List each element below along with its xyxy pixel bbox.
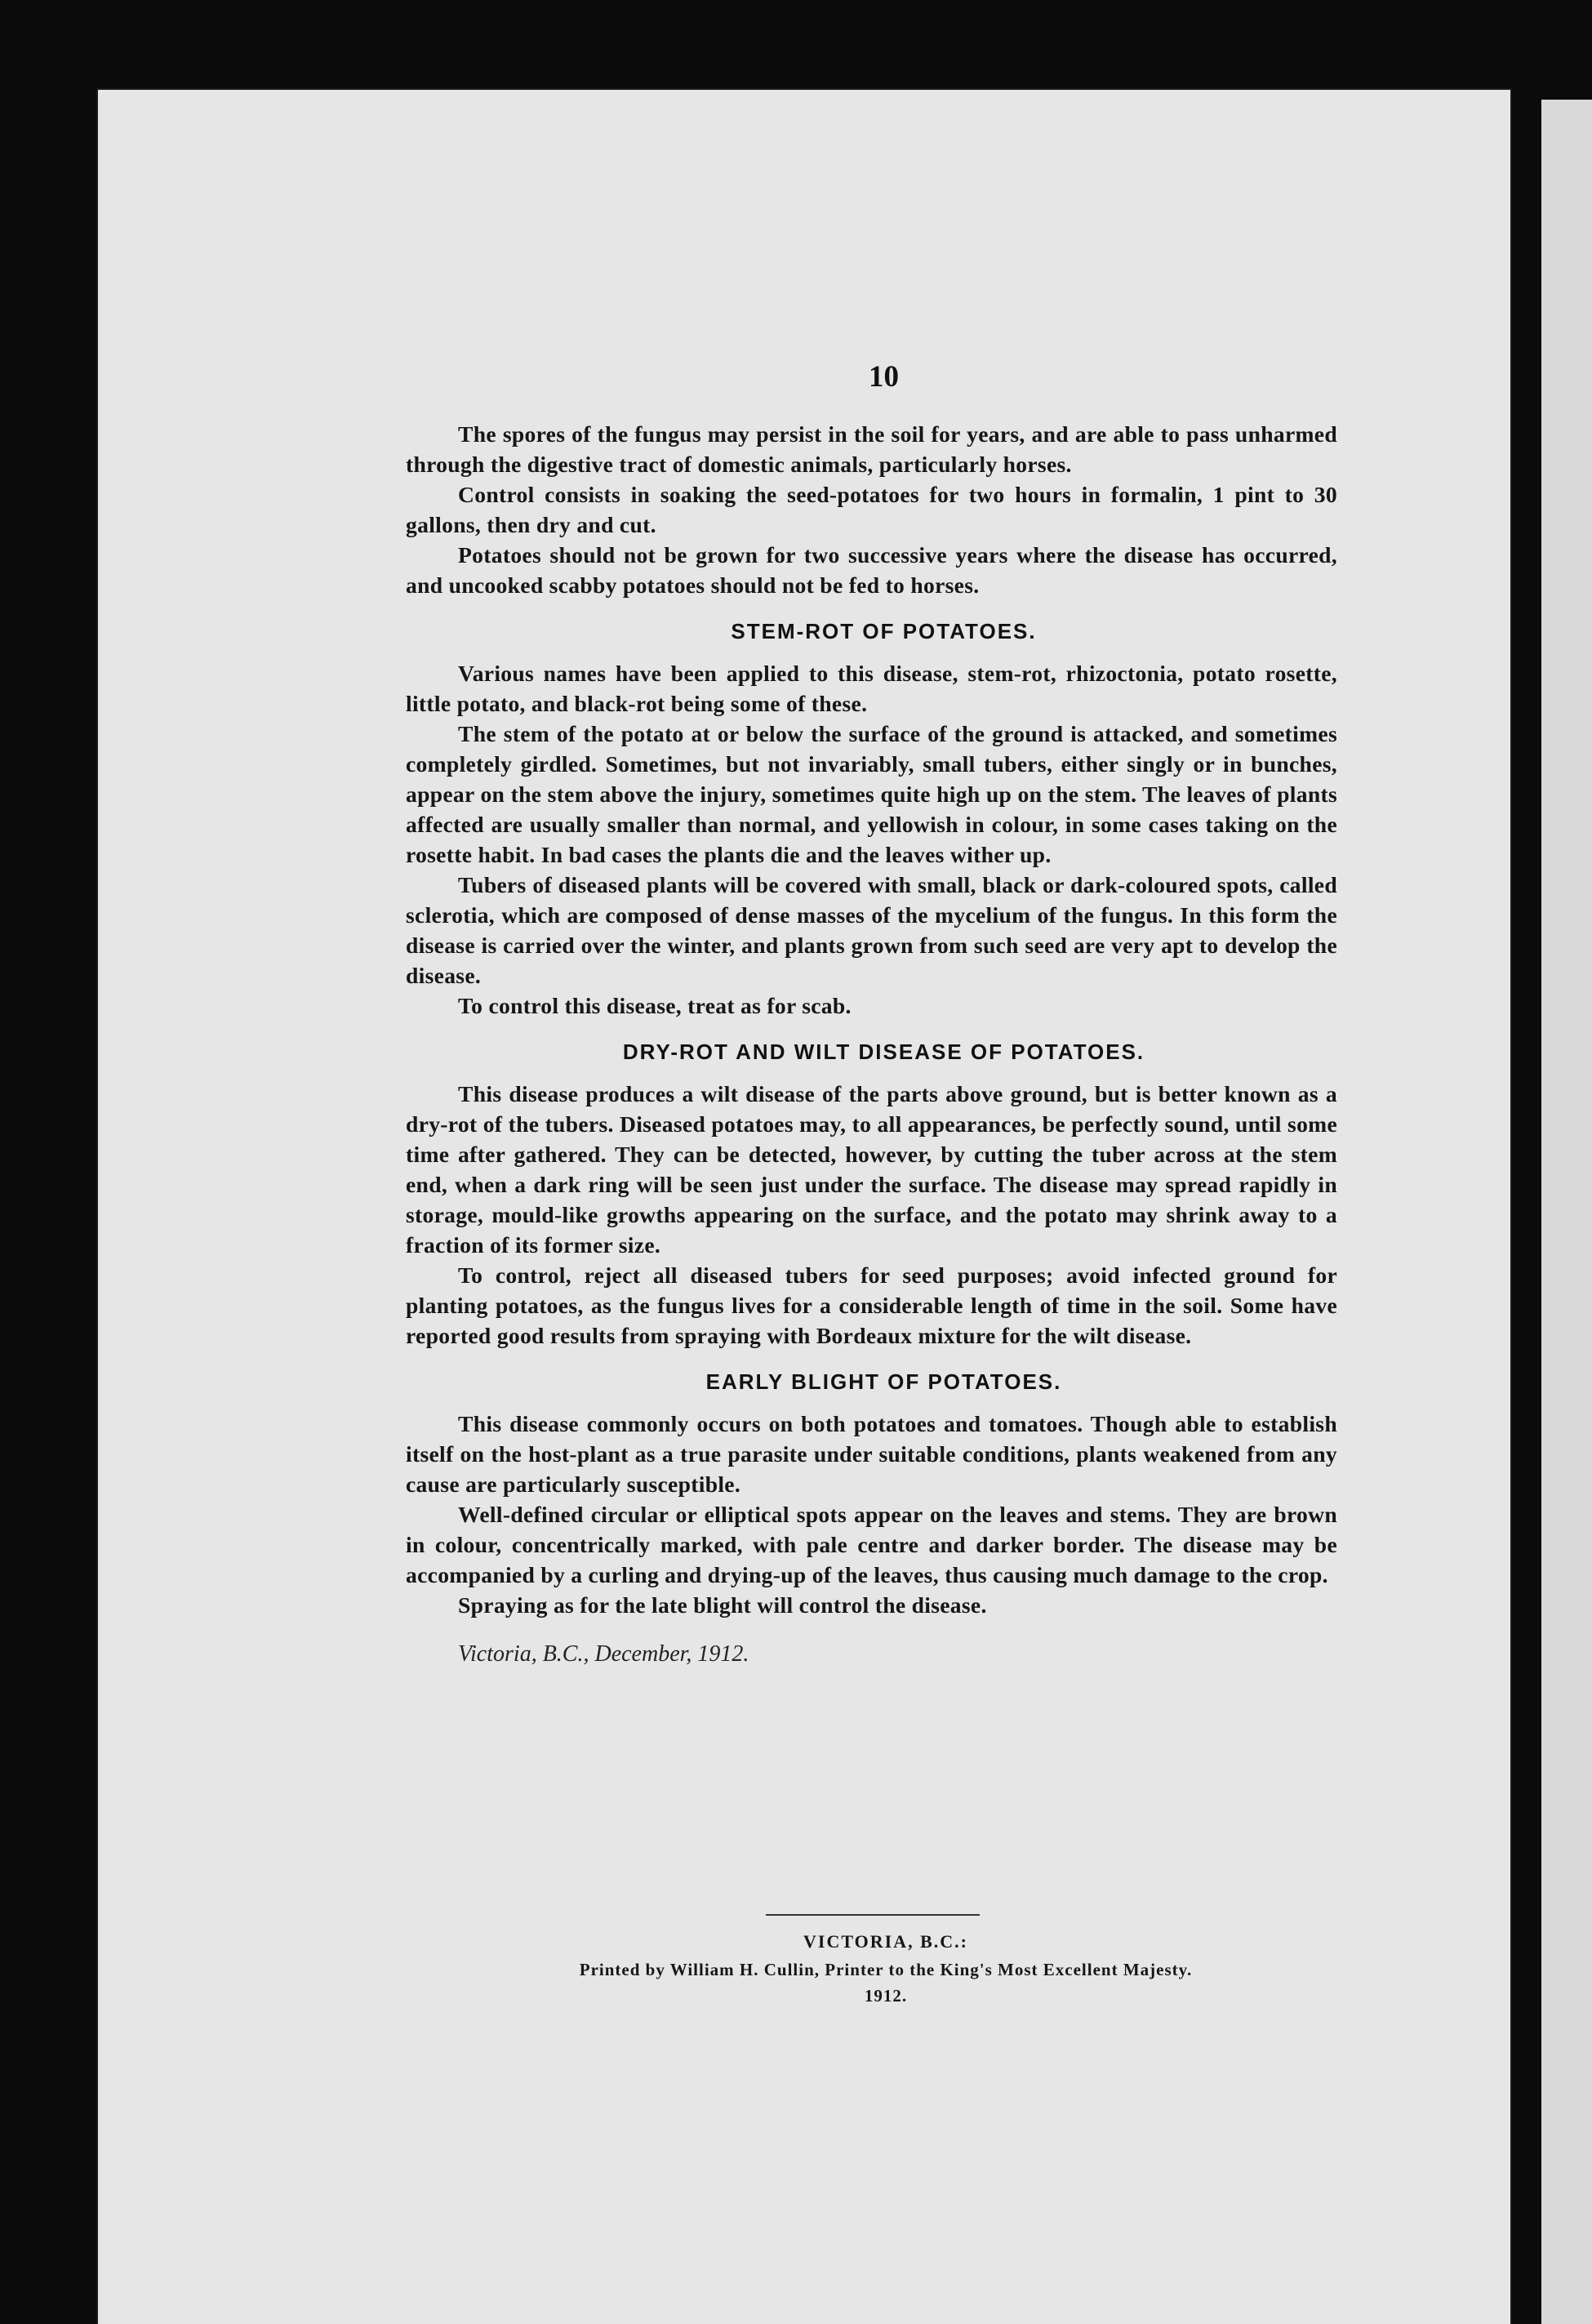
section-heading: STEM-ROT OF POTATOES. — [731, 619, 1037, 643]
section-heading: DRY-ROT AND WILT DISEASE OF POTATOES. — [622, 1040, 1145, 1064]
divider-rule — [766, 1914, 980, 1916]
section-heading: EARLY BLIGHT OF POTATOES. — [705, 1369, 1062, 1394]
paragraph: This disease commonly occurs on both potatoes and tomatoes. Though able to establish itself on the host-plant as a true parasite under suitable conditions, plants weakened from any cause are particularly susceptible. — [406, 1411, 1337, 1497]
paragraph: This disease produces a wilt disease of the parts above ground, but is better known as a dry-rot of the tubers. Diseased potatoes may, to all appearances, be perfectly sound, until some time after gathered. They can be detected, however, by cutting the tuber across at the stem end, when a dark ring will be seen just under the surface. The disease may spread rapidly in storage, mould-like growths appearing on the surface, and the potato may shrink away to a fraction of its former size. — [406, 1081, 1337, 1258]
paragraph: The stem of the potato at or below the surface of the ground is attacked, and sometimes completely girdled. Sometimes, but not invariably, small tubers, either singly or in bunches, appear on the stem above the injury, sometimes quite high up on the stem. The leaves of plants affected are usually smaller than normal, and yellowish in colour, in some cases taking on the rosette habit. In bad cases the plants die and the leaves wither up. — [406, 721, 1337, 867]
paragraph: Potatoes should not be grown for two successive years where the disease has occurred, and uncooked scabby potatoes should not be fed to horses. — [406, 542, 1337, 598]
paragraph: Spraying as for the late blight will control the disease. — [458, 1592, 987, 1618]
section-early-blight — [406, 1369, 1337, 1620]
section-stem-rot — [406, 619, 1337, 1021]
section-intro — [406, 419, 1337, 600]
paragraph: The spores of the fungus may persist in the soil for years, and are able to pass unharmed through the digestive tract of domestic animals, particularly horses. — [406, 421, 1337, 477]
adjacent-page-edge — [1541, 100, 1592, 2324]
paragraph: Various names have been applied to this disease, stem-rot, rhizoctonia, potato rosette, little potato, and black-rot being some of these. — [406, 661, 1337, 716]
page-number: 10 — [869, 360, 899, 394]
imprint-year: 1912. — [864, 1986, 908, 2006]
imprint-place: VICTORIA, B.C.: — [803, 1931, 968, 1952]
section-dry-rot — [406, 1040, 1337, 1351]
paragraph: To control, reject all diseased tubers for seed purposes; avoid infected ground for planting potatoes, as the fungus lives for a considerable length of time in the soil. Some have reported good results from spraying with Bordeaux mixture for the wilt disease. — [406, 1262, 1337, 1348]
paragraph: Control consists in soaking the seed-potatoes for two hours in formalin, 1 pint to 30 gallons, then dry and cut. — [406, 482, 1337, 537]
text-column — [406, 359, 1337, 1667]
printer-imprint — [441, 1927, 1331, 2009]
dateline: Victoria, B.C., December, 1912. — [458, 1641, 749, 1667]
imprint-printer-line: Printed by William H. Cullin, Printer to the King's Most Excellent Majesty. — [579, 1960, 1193, 1979]
paragraph: Tubers of diseased plants will be covered with small, black or dark-coloured spots, called sclerotia, which are composed of dense masses of the mycelium of the fungus. In this form the disease is carried over the winter, and plants grown from such seed are very apt to develop the disease. — [406, 872, 1337, 988]
paragraph: To control this disease, treat as for scab. — [458, 993, 852, 1018]
paragraph: Well-defined circular or elliptical spots appear on the leaves and stems. They are brown in colour, concentrically marked, with pale centre and darker border. The disease may be accompanied by a curling and drying-up of the leaves, thus causing much damage to the crop. — [406, 1502, 1337, 1587]
